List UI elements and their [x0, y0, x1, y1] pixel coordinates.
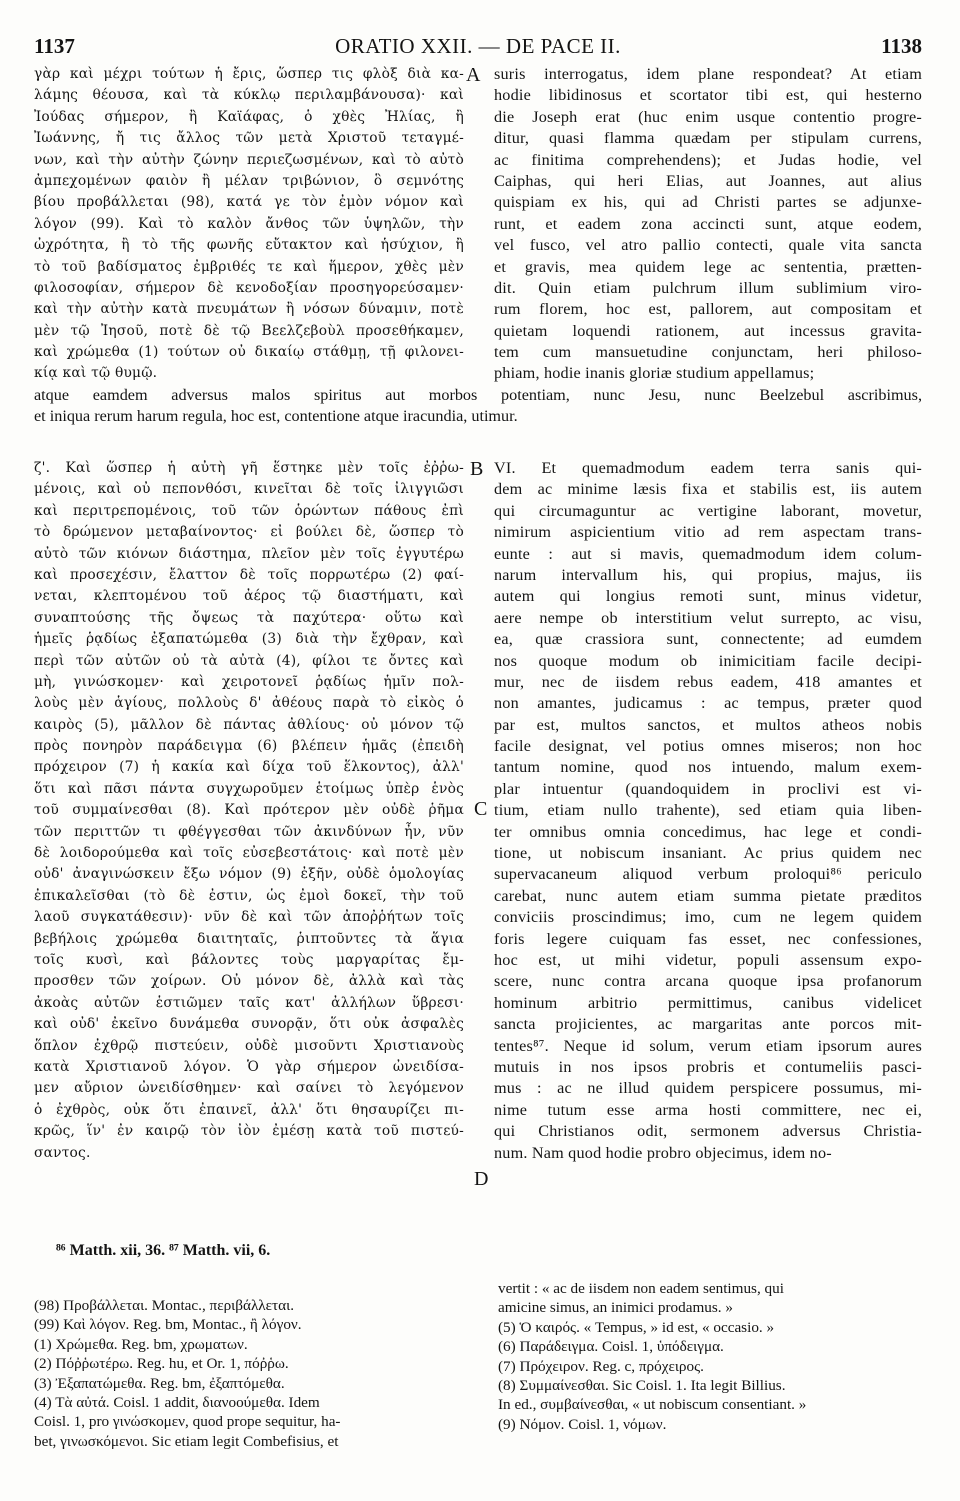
text-line: ditur, quasi flamma quædam per stipulam currens,: [494, 129, 922, 148]
column-marker-b: B: [470, 458, 484, 480]
text-line: et gravis, mea quidem lege ac sententia, prætten-: [494, 257, 922, 276]
text-line: hoc est, ut mihi videtur, populi assensum expo-: [494, 950, 922, 969]
text-line: ὅπλον ἐχθρῷ πιστεύειν, οὐδὲ μισοῦντι Χριστιανοὺς: [34, 1037, 464, 1054]
text-line: καιρὸς (5), μᾶλλον δὲ πάντας ἀθλίους· οὐ μόνον τῷ: [34, 716, 464, 733]
text-line: καὶ τὴν αὐτὴν κατὰ πνευμάτων ἢ νόσων δύναμιν, ποτὲ: [34, 301, 464, 318]
text-line: καὶ περιτρεπομένοις, τοῦ τῶν ὁρώντων πάθους ἐπὶ: [34, 502, 464, 519]
footnote-line: (5) Ὁ καιρός. « Tempus, » id est, « occasio. »: [498, 1318, 775, 1336]
text-line: μὲν τῷ Ἰησοῦ, ποτὲ δὲ τῷ Βεελζεβοὺλ προσεθήκαμεν,: [34, 322, 464, 339]
text-line: ἐπικαλεῖσθαι (τὸ δὲ ἐστιν, ὡς ἐμοὶ δοκεῖ, τὴν τοῦ: [34, 887, 464, 904]
greek-column-bottom: [34, 458, 464, 1164]
text-line: κατὰ Χριστιανοῦ λόγον. Ὁ γὰρ σήμερον ὠνειδίσα-: [34, 1058, 464, 1075]
column-marker-c: C: [474, 798, 488, 820]
text-line: νεται, κλεπτομένου τοῦ ἀέρος τῷ διαστήματι, καὶ: [34, 588, 464, 605]
text-line: tentes⁸⁷. Neque id solum, verum etiam ipsorum aures: [494, 1036, 922, 1055]
text-line: νων, καὶ τὴν αὐτὴν ζώνην περιεζωσμένων, καὶ τὸ αὐτὸ: [34, 151, 464, 168]
text-line: Ἰωάννης, ἤ τις ἄλλος τῶν μετὰ Χριστοῦ τεταγμέ-: [34, 130, 464, 147]
text-line: σαντος.: [34, 1144, 91, 1161]
text-line: λάμης θέουσα, καὶ τὰ κύκλῳ περιλαμβάνουσα)· καὶ: [34, 87, 464, 104]
text-line: phiam, hodie inanis gloriæ studium appellamus;: [494, 364, 815, 383]
text-line: ἡμεῖς ῥᾳδίως ἐξαπατώμεθα (3) διὰ τὴν ἔχθραν, καὶ: [34, 631, 464, 648]
footnote-line: bet, γινωσκόμενοι. Sic etiam legit Combefisius, et: [34, 1432, 339, 1450]
latin-column-bottom: [494, 458, 922, 1164]
text-line: sancta projicientes, ac margaritas ante porcos mit-: [494, 1015, 922, 1034]
text-line: ἀμπεχομένων φαιὸν ἢ μέλαν τριβώνιον, ὃ σεμνότης: [34, 172, 464, 189]
text-line: nime tutum esse arma hosti committere, nec ei,: [494, 1100, 922, 1119]
footnote-line: (2) Πόῤῥωτέρω. Reg. hu, et Or. 1, πόῤῥω.: [34, 1355, 289, 1373]
text-line: συναπτούσης τῆς ὄψεως τὰ παχύτερα· οὕτω καὶ: [34, 609, 464, 626]
text-line: hominum arbitrio permittimus, canibus videlicet: [494, 993, 922, 1012]
text-line: vel fusco, vel atro pallio contecti, quale vita sancta: [494, 236, 922, 255]
text-line: τῶν περιττῶν τι φθέγγεσθαι τῶν ἀκινδύνων ἦν, νῦν: [34, 823, 464, 840]
footnote-line: (99) Καὶ λόγον. Reg. bm, Montac., ἢ λόγον.: [34, 1316, 302, 1334]
text-line: μὴ, γινώσκομεν· καὶ χειροτονεῖ ῥᾳδίως ἡμῖν πολ-: [34, 673, 464, 690]
running-title: ORATIO XXII. — DE PACE II.: [335, 34, 621, 58]
text-line: αὐτὸ τῶν κιόνων διάστημα, πλεῖον μὲν τοῖς ἐγγυτέρω: [34, 545, 464, 562]
text-line: autem qui longius remoti sunt, minus videtur,: [494, 587, 922, 606]
text-line: atque eamdem adversus malos spiritus aut morbos potentiam, nunc Jesu, nunc Beelzebul ascribimus,: [34, 386, 922, 404]
text-line: scere, nunc contra arcana quoque ipsa profanorum: [494, 972, 922, 991]
text-line: ter omnibus omnia concedimus, hac lege et condi-: [494, 822, 922, 841]
text-line: nimirum aspicientium vitio ad rem aspectam trans-: [494, 523, 922, 542]
text-line: λοὺς μὲν ἁγίους, πολλοὺς δ' ἀθέους παρὰ τὸ εἰκὸς ὁ: [34, 695, 464, 712]
text-line: tem cum mansuetudine conjunctam, heri philoso-: [494, 343, 922, 362]
footnote-line: vertit : « ac de iisdem non eadem sentimus, qui: [498, 1280, 784, 1297]
text-line: καὶ προσεχέσιν, ἔλαττον δὲ τοῖς πορρωτέρω (2) φαί-: [34, 566, 464, 583]
text-line: VI. Et quemadmodum eadem terra sanis qui-: [494, 459, 922, 477]
text-line: runt, et eadem zona accincti sunt, atque eodem,: [494, 214, 922, 233]
footnote-line: (3) Ἐξαπατώμεθα. Reg. bm, ἐξαπτόμεθα.: [34, 1374, 285, 1392]
text-line: οὐδ' ἀναγινώσκειν ἔξω νόμον (9) ἐξῆν, οὐδὲ ὁμολογίας: [34, 866, 464, 883]
text-line: quietam loquendi rationem, aut incessus gravita-: [494, 321, 922, 340]
text-line: Caiphas, qui heri Elias, aut Joannes, aut alius: [494, 171, 922, 190]
text-line: ζ'. Καὶ ὥσπερ ἡ αὐτὴ γῆ ἕστηκε μὲν τοῖς ἐῤῥω-: [34, 460, 464, 476]
footnote-line: (1) Χρώμεθα. Reg. bm, χρωματων.: [34, 1335, 248, 1353]
footnotes-right: [498, 1279, 922, 1434]
text-line: conviciis proscindimus; imo, cum ne legem quidem: [494, 908, 922, 927]
text-line: mus : ac ne illud quidem perspicere possumus, mi-: [494, 1079, 922, 1098]
text-line: τὸ δρώμενον μεταβαίνοντος· εἰ βούλει δὲ, ὥσπερ τὸ: [34, 524, 464, 541]
text-line: τοῦ συμμαίνεσθαι (8). Καὶ πρότερον μὲν οὐδὲ ῥῆμα: [34, 802, 464, 819]
text-line: τὸ τοῦ βαδίσματος ἐμβριθές τε καὶ ἥμερον, χθὲς μὲν: [34, 258, 464, 275]
text-line: tium, etiam nullo trahente), sed etiam quia liben-: [494, 801, 922, 820]
text-line: mur, nec de iisdem rebus eadem, 418 amantes et: [494, 672, 922, 691]
text-line: suris interrogatus, idem plane respondeat? At etiam: [494, 65, 922, 83]
text-line: γὰρ καὶ μέχρι τούτων ἡ ἔρις, ὥσπερ τις φλὸξ διὰ κα-: [34, 66, 464, 82]
latin-column-top: [494, 64, 922, 385]
text-line: et iniqua rerum harum regula, hoc est, contentione atque iracundia, utimur.: [34, 407, 518, 426]
text-line: ὁ ἐχθρὸς, οὐκ ὅτι ἐπαινεῖ, ἀλλ' ὅτι θησαυρίζει πι-: [34, 1101, 464, 1118]
text-line: λόγον (99). Καὶ τὸ καλὸν ἄνθος τῶν ὑψηλῶν, τὴν: [34, 215, 464, 232]
text-line: qui Christianos odit, sermonem adversus Christia-: [494, 1122, 922, 1141]
text-line: πρὸς πονηρὸν παράδειγμα (6) βλέπειν ἡμᾶς (ἐπειδὴ: [34, 738, 464, 755]
text-line: πρόχειρον (7) ἡ κακία καὶ δίχα τοῦ ἕλκοντος), ἀλλ': [34, 759, 464, 776]
text-line: hodie libidinosus et scortator tibi est, qui hesterno: [494, 86, 922, 105]
text-line: ea, quæ crassiora sunt, connectente; ad eumdem: [494, 630, 922, 649]
text-line: non amantes, judicamus : ac tempus, præter quod: [494, 694, 922, 713]
text-line: κίᾳ καὶ τῷ θυμῷ.: [34, 365, 158, 382]
footnote-line: (9) Νόμον. Coisl. 1, νόμων.: [498, 1415, 667, 1433]
text-line: quispiam ex his, qui ad Christi partes se adjunxe-: [494, 193, 922, 212]
text-line: facile designat, vel potius omnes miseros; non hoc: [494, 737, 922, 756]
text-line: tantum nomine, quod nos intuendo, malum exem-: [494, 758, 922, 777]
text-line: περὶ τῶν αὐτῶν οὐ τὰ αὐτὰ (4), φίλοι τε ὄντες καὶ: [34, 652, 464, 669]
text-line: par est, multos sanctos, et multos atheos nobis: [494, 715, 922, 734]
text-line: βεβήλοις χρώμεθα διαιτηταῖς, ῥιπτοῦντες τὰ ἅγια: [34, 930, 464, 947]
footnote-line: (7) Πρόχειρον. Reg. c, πρόχειρος.: [498, 1357, 704, 1375]
text-line: supervacaneum aliquod verbum proloqui⁸⁶ periculo: [494, 865, 922, 884]
left-page-number: 1137: [34, 34, 75, 58]
column-marker-a: A: [466, 64, 481, 86]
text-line: βίου προβάλλεται (98), κατά γε τὸν ἐμὸν νόμον καὶ: [34, 194, 464, 211]
text-line: τοῖς κυσὶ, καὶ βάλοντες τοὺς μαργαρίτας ἔμ-: [34, 951, 464, 968]
text-line: carebat, nunc autem etiam summa pietate præditos: [494, 886, 922, 905]
text-line: ac finitima comprehendens); et Judas hodie, vel: [494, 150, 922, 169]
text-line: φιλοσοφίαν, σήμερον δὲ κενοδοξίαν προσηγορεύσαμεν·: [34, 279, 464, 296]
footnote-line: (98) Προβάλλεται. Montac., περιβάλλεται.: [34, 1297, 294, 1314]
text-line: προσθεν τῶν χοίρων. Οὐ μόνον δὲ, ἀλλὰ καὶ τὰς: [34, 973, 464, 990]
text-line: Ἰούδας σήμερον, ἢ Καϊάφας, ὁ χθὲς Ἠλίας, ἢ: [34, 108, 464, 125]
footnote-line: (8) Συμμαίνεσθαι. Sic Coisl. 1. Ita legit Billius.: [498, 1376, 786, 1394]
footnotes-left: [34, 1296, 474, 1451]
greek-column-top: [34, 64, 464, 385]
text-line: die Joseph erat (huc enim usque contentio progre-: [494, 107, 922, 126]
text-line: nos quoque modum ob inimicitiam facile decipi-: [494, 651, 922, 670]
footnote-line: (4) Τὰ αὐτά. Coisl. 1 addit, διανοούμεθα. Idem: [34, 1393, 320, 1411]
full-width-text: [34, 385, 922, 428]
footnote-line: In ed., συμβαίνεσθαι, « ut nobiscum consentiant. »: [498, 1396, 807, 1414]
text-line: plar intuentur (quandoquidem in proclivi est vi-: [494, 779, 922, 798]
page-header: [34, 34, 922, 60]
text-line: foris legere cuiquam fas esset, nec confessiones,: [494, 929, 922, 948]
text-line: μένοις, καὶ οὐ πεπονθόσι, κινεῖται δὲ τοῖς ἰλιγγιῶσι: [34, 481, 464, 498]
text-line: eunte : aut si mavis, quemadmodum idem colum-: [494, 544, 922, 563]
footnote-line: amicine simus, an inimici prodamus. »: [498, 1299, 733, 1317]
text-line: ὠχρότητα, ἢ τὸ τῆς φωνῆς εὔτακτον καὶ ἡσύχιον, ἢ: [34, 237, 464, 254]
text-line: ὅτι καὶ πᾶσι πάντα συγχωροῦμεν ἑτοίμως ὑπὲρ ἑνὸς: [34, 780, 464, 797]
footnote-line: (6) Παράδειγμα. Coisl. 1, ὑπόδειγμα.: [498, 1338, 724, 1356]
right-page-number: 1138: [881, 34, 922, 58]
text-line: narum intervallum his, qui propius, majus, iis: [494, 565, 922, 584]
text-line: mutuis in nos ipsos probris et contumeliis pasci-: [494, 1057, 922, 1076]
footnote-line: Coisl. 1, pro γινώσκομεν, quod prope sequitur, ha-: [34, 1413, 341, 1431]
text-line: aere nempe ob interstitium velut surrepto, ac visu,: [494, 608, 922, 627]
text-line: dem ac minime læsis fixa et stabilis est, iis autem: [494, 480, 922, 499]
text-line: qui circumaguntur ac vertigine laborant, movetur,: [494, 501, 922, 520]
text-line: καὶ χρώμεθα (1) τούτων οὐ δικαίῳ στάθμῃ, τῇ φιλονει-: [34, 344, 464, 361]
column-marker-d: D: [474, 1168, 489, 1190]
text-line: λαοῦ συγκατάθεσιν)· νῦν δὲ καὶ τῶν ἀποῤῥήτων τοῖς: [34, 909, 464, 926]
scripture-references: ⁸⁶ Matth. xii, 36. ⁸⁷ Matth. vii, 6.: [56, 1242, 271, 1259]
text-line: ἀκοὰς αὐτῶν ἑστιῶμεν ταῖς κατ' ἀλλήλων ὕβρεσι·: [34, 994, 464, 1011]
text-line: tione, ut nobiscum insaniant. Ac prius quidem nec: [494, 844, 922, 863]
text-line: dit. Quin etiam pulchrum illum sublimium viro-: [494, 278, 922, 297]
text-line: καὶ οὐδ' ἐκεῖνο δυνάμεθα συνορᾷν, ὅτι οὐκ ἀσφαλὲς: [34, 1016, 464, 1033]
text-line: δὲ λοιδορούμεθα καὶ τοῖς εὐσεβεστάτοις· καὶ ποτὲ μὲν: [34, 845, 464, 862]
text-line: num. Nam quod hodie probro objecimus, idem no-: [494, 1143, 832, 1162]
text-line: rum florem, hoc est, pallorem, aut compositam et: [494, 300, 922, 319]
text-line: κρῶς, ἵν' ἐν καιρῷ τὸν ἰὸν ἐμέσῃ κατὰ τοῦ πιστεύ-: [34, 1123, 464, 1140]
text-line: μεν αὔριον ὠνειδίσθημεν· καὶ σαίνει τὸ λεγόμενον: [34, 1080, 464, 1097]
